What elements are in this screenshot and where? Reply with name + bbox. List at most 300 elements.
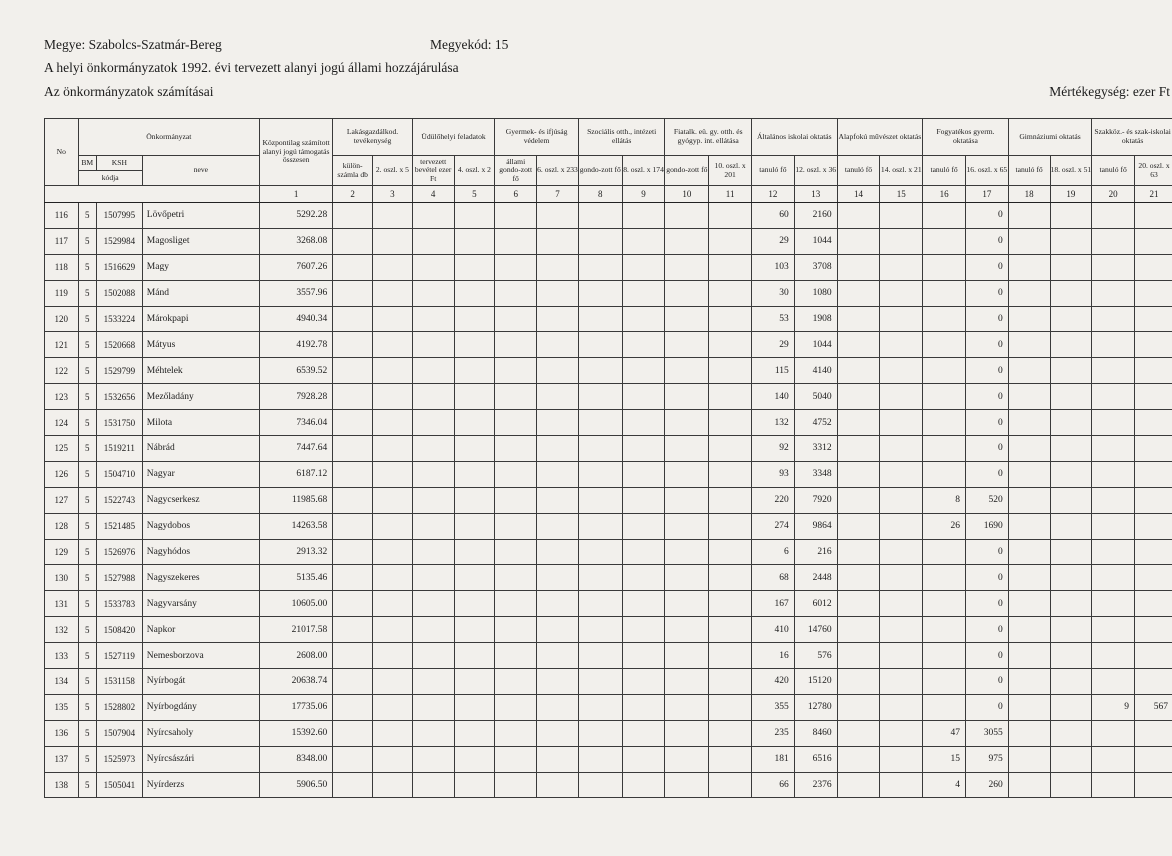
column-12-cell: 355 bbox=[752, 694, 795, 720]
column-2-cell bbox=[333, 669, 373, 695]
ksh-code-cell: 1519211 bbox=[96, 436, 142, 462]
column-10-cell bbox=[665, 513, 709, 539]
column-16-cell bbox=[923, 694, 966, 720]
bm-code-cell: 5 bbox=[78, 746, 96, 772]
column-7-cell bbox=[537, 591, 579, 617]
municipality-name-cell: Napkor bbox=[142, 617, 259, 643]
total-support-cell: 20638.74 bbox=[259, 669, 332, 695]
column-15-cell bbox=[880, 358, 923, 384]
bm-code-cell: 5 bbox=[78, 617, 96, 643]
column-number-blank bbox=[45, 186, 260, 203]
column-7-cell bbox=[537, 203, 579, 229]
column-11-cell bbox=[709, 384, 752, 410]
column-number-14: 14 bbox=[837, 186, 880, 203]
column-13-cell: 3348 bbox=[794, 461, 837, 487]
column-12-cell: 181 bbox=[752, 746, 795, 772]
column-11-cell bbox=[709, 591, 752, 617]
municipality-name-cell: Nagyar bbox=[142, 461, 259, 487]
column-14-cell bbox=[837, 746, 880, 772]
column-6-cell bbox=[495, 487, 537, 513]
column-17-cell: 0 bbox=[965, 565, 1008, 591]
column-8-cell bbox=[578, 306, 622, 332]
column-19-cell bbox=[1050, 410, 1092, 436]
column-16-cell bbox=[923, 332, 966, 358]
column-11-cell bbox=[709, 643, 752, 669]
column-11-cell bbox=[709, 203, 752, 229]
table-row bbox=[45, 384, 1172, 410]
column-14-cell bbox=[837, 203, 880, 229]
header-c3: 2. oszl. x 5 bbox=[373, 156, 413, 186]
column-10-cell bbox=[665, 565, 709, 591]
column-11-cell bbox=[709, 436, 752, 462]
column-15-cell bbox=[880, 436, 923, 462]
header-c6: állami gondo-zott fő bbox=[495, 156, 537, 186]
column-19-cell bbox=[1050, 720, 1092, 746]
municipality-name-cell: Nagycserkesz bbox=[142, 487, 259, 513]
column-6-cell bbox=[495, 591, 537, 617]
column-10-cell bbox=[665, 410, 709, 436]
column-number-15: 15 bbox=[880, 186, 923, 203]
column-15-cell bbox=[880, 591, 923, 617]
header-c9: 8. oszl. x 174 bbox=[622, 156, 665, 186]
column-2-cell bbox=[333, 539, 373, 565]
column-18-cell bbox=[1008, 720, 1050, 746]
column-number-13: 13 bbox=[794, 186, 837, 203]
ksh-code-cell: 1529984 bbox=[96, 228, 142, 254]
column-12-cell: 167 bbox=[752, 591, 795, 617]
column-2-cell bbox=[333, 565, 373, 591]
column-18-cell bbox=[1008, 254, 1050, 280]
column-9-cell bbox=[622, 461, 665, 487]
column-18-cell bbox=[1008, 565, 1050, 591]
column-4-cell bbox=[412, 694, 454, 720]
row-number-cell: 118 bbox=[45, 254, 79, 280]
column-14-cell bbox=[837, 694, 880, 720]
column-4-cell bbox=[412, 384, 454, 410]
column-18-cell bbox=[1008, 772, 1050, 798]
total-support-cell: 7447.64 bbox=[259, 436, 332, 462]
column-3-cell bbox=[373, 746, 413, 772]
column-5-cell bbox=[454, 436, 495, 462]
column-8-cell bbox=[578, 203, 622, 229]
ksh-code-cell: 1504710 bbox=[96, 461, 142, 487]
header-c21: 20. oszl. x 63 bbox=[1135, 156, 1172, 186]
column-7-cell bbox=[537, 746, 579, 772]
column-20-cell bbox=[1092, 280, 1135, 306]
column-13-cell: 12780 bbox=[794, 694, 837, 720]
column-9-cell bbox=[622, 617, 665, 643]
column-15-cell bbox=[880, 694, 923, 720]
bm-code-cell: 5 bbox=[78, 410, 96, 436]
column-16-cell bbox=[923, 254, 966, 280]
column-11-cell bbox=[709, 746, 752, 772]
header-kodja: kódja bbox=[78, 171, 142, 186]
column-19-cell bbox=[1050, 669, 1092, 695]
column-4-cell bbox=[412, 720, 454, 746]
column-12-cell: 6 bbox=[752, 539, 795, 565]
column-7-cell bbox=[537, 461, 579, 487]
column-20-cell bbox=[1092, 410, 1135, 436]
column-16-cell bbox=[923, 358, 966, 384]
column-9-cell bbox=[622, 254, 665, 280]
column-6-cell bbox=[495, 410, 537, 436]
column-10-cell bbox=[665, 669, 709, 695]
column-11-cell bbox=[709, 358, 752, 384]
row-number-cell: 121 bbox=[45, 332, 79, 358]
column-7-cell bbox=[537, 539, 579, 565]
column-4-cell bbox=[412, 203, 454, 229]
column-21-cell bbox=[1135, 306, 1172, 332]
column-2-cell bbox=[333, 436, 373, 462]
column-5-cell bbox=[454, 617, 495, 643]
column-2-cell bbox=[333, 513, 373, 539]
total-support-cell: 3268.08 bbox=[259, 228, 332, 254]
header-c14: tanuló fő bbox=[837, 156, 880, 186]
ksh-code-cell: 1525973 bbox=[96, 746, 142, 772]
column-20-cell bbox=[1092, 332, 1135, 358]
total-support-cell: 11985.68 bbox=[259, 487, 332, 513]
column-3-cell bbox=[373, 694, 413, 720]
column-14-cell bbox=[837, 669, 880, 695]
column-20-cell bbox=[1092, 565, 1135, 591]
column-15-cell bbox=[880, 617, 923, 643]
column-5-cell bbox=[454, 772, 495, 798]
column-13-cell: 15120 bbox=[794, 669, 837, 695]
column-14-cell bbox=[837, 384, 880, 410]
column-13-cell: 2448 bbox=[794, 565, 837, 591]
column-2-cell bbox=[333, 280, 373, 306]
header-ksh: KSH bbox=[96, 156, 142, 171]
row-number-cell: 128 bbox=[45, 513, 79, 539]
column-number-2: 2 bbox=[333, 186, 373, 203]
column-21-cell bbox=[1135, 591, 1172, 617]
column-16-cell bbox=[923, 669, 966, 695]
column-11-cell bbox=[709, 280, 752, 306]
municipality-name-cell: Nagyszekeres bbox=[142, 565, 259, 591]
column-3-cell bbox=[373, 591, 413, 617]
bm-code-cell: 5 bbox=[78, 591, 96, 617]
municipality-name-cell: Mátyus bbox=[142, 332, 259, 358]
column-3-cell bbox=[373, 772, 413, 798]
column-2-cell bbox=[333, 228, 373, 254]
column-3-cell bbox=[373, 513, 413, 539]
column-10-cell bbox=[665, 306, 709, 332]
column-11-cell bbox=[709, 254, 752, 280]
column-13-cell: 3312 bbox=[794, 436, 837, 462]
column-21-cell bbox=[1135, 332, 1172, 358]
column-21-cell bbox=[1135, 461, 1172, 487]
column-17-cell: 0 bbox=[965, 332, 1008, 358]
row-number-cell: 131 bbox=[45, 591, 79, 617]
column-16-cell: 15 bbox=[923, 746, 966, 772]
column-8-cell bbox=[578, 617, 622, 643]
column-4-cell bbox=[412, 643, 454, 669]
ksh-code-cell: 1508420 bbox=[96, 617, 142, 643]
column-14-cell bbox=[837, 513, 880, 539]
column-3-cell bbox=[373, 487, 413, 513]
column-20-cell bbox=[1092, 203, 1135, 229]
column-13-cell: 7920 bbox=[794, 487, 837, 513]
column-12-cell: 274 bbox=[752, 513, 795, 539]
column-8-cell bbox=[578, 487, 622, 513]
table-row bbox=[45, 772, 1172, 798]
column-15-cell bbox=[880, 746, 923, 772]
total-support-cell: 10605.00 bbox=[259, 591, 332, 617]
municipality-name-cell: Magy bbox=[142, 254, 259, 280]
column-13-cell: 2160 bbox=[794, 203, 837, 229]
column-2-cell bbox=[333, 746, 373, 772]
column-2-cell bbox=[333, 332, 373, 358]
column-9-cell bbox=[622, 280, 665, 306]
bm-code-cell: 5 bbox=[78, 539, 96, 565]
column-18-cell bbox=[1008, 358, 1050, 384]
table-row bbox=[45, 332, 1172, 358]
column-20-cell bbox=[1092, 643, 1135, 669]
column-18-cell bbox=[1008, 643, 1050, 669]
column-5-cell bbox=[454, 487, 495, 513]
column-2-cell bbox=[333, 643, 373, 669]
bm-code-cell: 5 bbox=[78, 565, 96, 591]
ksh-code-cell: 1507995 bbox=[96, 203, 142, 229]
header-c19: 18. oszl. x 51 bbox=[1050, 156, 1092, 186]
column-12-cell: 235 bbox=[752, 720, 795, 746]
column-5-cell bbox=[454, 332, 495, 358]
column-2-cell bbox=[333, 591, 373, 617]
column-9-cell bbox=[622, 591, 665, 617]
column-6-cell bbox=[495, 539, 537, 565]
column-21-cell bbox=[1135, 720, 1172, 746]
total-support-cell: 6539.52 bbox=[259, 358, 332, 384]
column-4-cell bbox=[412, 358, 454, 384]
column-18-cell bbox=[1008, 617, 1050, 643]
table-row bbox=[45, 720, 1172, 746]
column-10-cell bbox=[665, 643, 709, 669]
column-11-cell bbox=[709, 772, 752, 798]
municipality-name-cell: Nyírbogát bbox=[142, 669, 259, 695]
column-17-cell: 0 bbox=[965, 436, 1008, 462]
column-9-cell bbox=[622, 203, 665, 229]
column-19-cell bbox=[1050, 332, 1092, 358]
column-4-cell bbox=[412, 436, 454, 462]
column-15-cell bbox=[880, 332, 923, 358]
column-12-cell: 115 bbox=[752, 358, 795, 384]
column-8-cell bbox=[578, 746, 622, 772]
header-bm: BM bbox=[78, 156, 96, 171]
column-20-cell bbox=[1092, 384, 1135, 410]
column-number-4: 4 bbox=[412, 186, 454, 203]
header-c8: gondo-zott fő bbox=[578, 156, 622, 186]
column-13-cell: 4140 bbox=[794, 358, 837, 384]
total-support-cell: 21017.58 bbox=[259, 617, 332, 643]
column-10-cell bbox=[665, 617, 709, 643]
column-4-cell bbox=[412, 539, 454, 565]
column-4-cell bbox=[412, 565, 454, 591]
column-11-cell bbox=[709, 410, 752, 436]
row-number-cell: 138 bbox=[45, 772, 79, 798]
total-support-cell: 15392.60 bbox=[259, 720, 332, 746]
column-21-cell bbox=[1135, 772, 1172, 798]
column-10-cell bbox=[665, 332, 709, 358]
column-3-cell bbox=[373, 436, 413, 462]
column-21-cell bbox=[1135, 565, 1172, 591]
column-16-cell: 4 bbox=[923, 772, 966, 798]
column-6-cell bbox=[495, 332, 537, 358]
column-2-cell bbox=[333, 720, 373, 746]
column-19-cell bbox=[1050, 746, 1092, 772]
column-number-16: 16 bbox=[923, 186, 966, 203]
column-6-cell bbox=[495, 306, 537, 332]
column-12-cell: 29 bbox=[752, 228, 795, 254]
column-16-cell bbox=[923, 617, 966, 643]
column-18-cell bbox=[1008, 384, 1050, 410]
column-6-cell bbox=[495, 384, 537, 410]
column-12-cell: 103 bbox=[752, 254, 795, 280]
column-5-cell bbox=[454, 694, 495, 720]
column-12-cell: 220 bbox=[752, 487, 795, 513]
column-3-cell bbox=[373, 228, 413, 254]
column-17-cell: 260 bbox=[965, 772, 1008, 798]
column-21-cell bbox=[1135, 254, 1172, 280]
column-14-cell bbox=[837, 410, 880, 436]
column-15-cell bbox=[880, 228, 923, 254]
column-4-cell bbox=[412, 228, 454, 254]
table-row bbox=[45, 203, 1172, 229]
column-20-cell bbox=[1092, 617, 1135, 643]
column-13-cell: 9864 bbox=[794, 513, 837, 539]
column-9-cell bbox=[622, 228, 665, 254]
column-12-cell: 60 bbox=[752, 203, 795, 229]
table-row bbox=[45, 669, 1172, 695]
column-8-cell bbox=[578, 591, 622, 617]
column-17-cell: 0 bbox=[965, 591, 1008, 617]
column-20-cell bbox=[1092, 487, 1135, 513]
column-20-cell bbox=[1092, 746, 1135, 772]
column-7-cell bbox=[537, 772, 579, 798]
column-21-cell bbox=[1135, 203, 1172, 229]
municipality-name-cell: Márokpapi bbox=[142, 306, 259, 332]
ksh-code-cell: 1521485 bbox=[96, 513, 142, 539]
column-7-cell bbox=[537, 487, 579, 513]
column-19-cell bbox=[1050, 436, 1092, 462]
column-8-cell bbox=[578, 643, 622, 669]
header-szakkozep: Szakköz.- és szak-iskolai oktatás bbox=[1092, 119, 1172, 156]
bm-code-cell: 5 bbox=[78, 487, 96, 513]
column-6-cell bbox=[495, 203, 537, 229]
bm-code-cell: 5 bbox=[78, 306, 96, 332]
table-row bbox=[45, 539, 1172, 565]
table-row bbox=[45, 694, 1172, 720]
column-7-cell bbox=[537, 694, 579, 720]
header-c15: 14. oszl. x 21 bbox=[880, 156, 923, 186]
column-3-cell bbox=[373, 384, 413, 410]
column-19-cell bbox=[1050, 539, 1092, 565]
header-neve: neve bbox=[142, 156, 259, 186]
column-15-cell bbox=[880, 772, 923, 798]
column-13-cell: 1080 bbox=[794, 280, 837, 306]
row-number-cell: 132 bbox=[45, 617, 79, 643]
column-12-cell: 68 bbox=[752, 565, 795, 591]
header-c13: 12. oszl. x 36 bbox=[794, 156, 837, 186]
header-no: No bbox=[45, 119, 79, 186]
column-16-cell: 26 bbox=[923, 513, 966, 539]
column-3-cell bbox=[373, 565, 413, 591]
column-15-cell bbox=[880, 565, 923, 591]
column-18-cell bbox=[1008, 694, 1050, 720]
column-19-cell bbox=[1050, 617, 1092, 643]
column-21-cell: 567 bbox=[1135, 694, 1172, 720]
column-9-cell bbox=[622, 306, 665, 332]
county-label: Megye: Szabolcs-Szatmár-Bereg bbox=[44, 37, 222, 52]
column-3-cell bbox=[373, 720, 413, 746]
column-6-cell bbox=[495, 643, 537, 669]
header-c20: tanuló fő bbox=[1092, 156, 1135, 186]
column-7-cell bbox=[537, 306, 579, 332]
column-5-cell bbox=[454, 720, 495, 746]
column-6-cell bbox=[495, 746, 537, 772]
column-21-cell bbox=[1135, 643, 1172, 669]
row-number-cell: 136 bbox=[45, 720, 79, 746]
ksh-code-cell: 1529799 bbox=[96, 358, 142, 384]
column-10-cell bbox=[665, 436, 709, 462]
column-15-cell bbox=[880, 487, 923, 513]
total-support-cell: 5292.28 bbox=[259, 203, 332, 229]
column-19-cell bbox=[1050, 772, 1092, 798]
column-19-cell bbox=[1050, 643, 1092, 669]
column-10-cell bbox=[665, 720, 709, 746]
column-15-cell bbox=[880, 539, 923, 565]
row-number-cell: 122 bbox=[45, 358, 79, 384]
column-17-cell: 0 bbox=[965, 384, 1008, 410]
column-number-7: 7 bbox=[537, 186, 579, 203]
column-4-cell bbox=[412, 461, 454, 487]
total-support-cell: 7928.28 bbox=[259, 384, 332, 410]
header-c16: tanuló fő bbox=[923, 156, 966, 186]
bm-code-cell: 5 bbox=[78, 694, 96, 720]
column-19-cell bbox=[1050, 487, 1092, 513]
column-11-cell bbox=[709, 669, 752, 695]
column-16-cell bbox=[923, 306, 966, 332]
column-17-cell: 0 bbox=[965, 358, 1008, 384]
header-c17: 16. oszl. x 65 bbox=[965, 156, 1008, 186]
column-17-cell: 0 bbox=[965, 669, 1008, 695]
header-c2: külön-számla db bbox=[333, 156, 373, 186]
column-21-cell bbox=[1135, 746, 1172, 772]
header-c10: gondo-zott fő bbox=[665, 156, 709, 186]
column-3-cell bbox=[373, 280, 413, 306]
table-row bbox=[45, 436, 1172, 462]
column-5-cell bbox=[454, 280, 495, 306]
column-4-cell bbox=[412, 746, 454, 772]
column-5-cell bbox=[454, 746, 495, 772]
column-10-cell bbox=[665, 203, 709, 229]
column-10-cell bbox=[665, 539, 709, 565]
column-18-cell bbox=[1008, 436, 1050, 462]
column-12-cell: 140 bbox=[752, 384, 795, 410]
column-number-17: 17 bbox=[965, 186, 1008, 203]
column-11-cell bbox=[709, 539, 752, 565]
column-17-cell: 3055 bbox=[965, 720, 1008, 746]
table-row bbox=[45, 617, 1172, 643]
column-6-cell bbox=[495, 436, 537, 462]
bm-code-cell: 5 bbox=[78, 720, 96, 746]
column-14-cell bbox=[837, 254, 880, 280]
header-kozponti-tamogatas: Központilag számított alanyi jogú támogatás összesen bbox=[259, 119, 332, 186]
column-6-cell bbox=[495, 694, 537, 720]
column-15-cell bbox=[880, 410, 923, 436]
column-7-cell bbox=[537, 617, 579, 643]
column-6-cell bbox=[495, 513, 537, 539]
column-13-cell: 1044 bbox=[794, 332, 837, 358]
